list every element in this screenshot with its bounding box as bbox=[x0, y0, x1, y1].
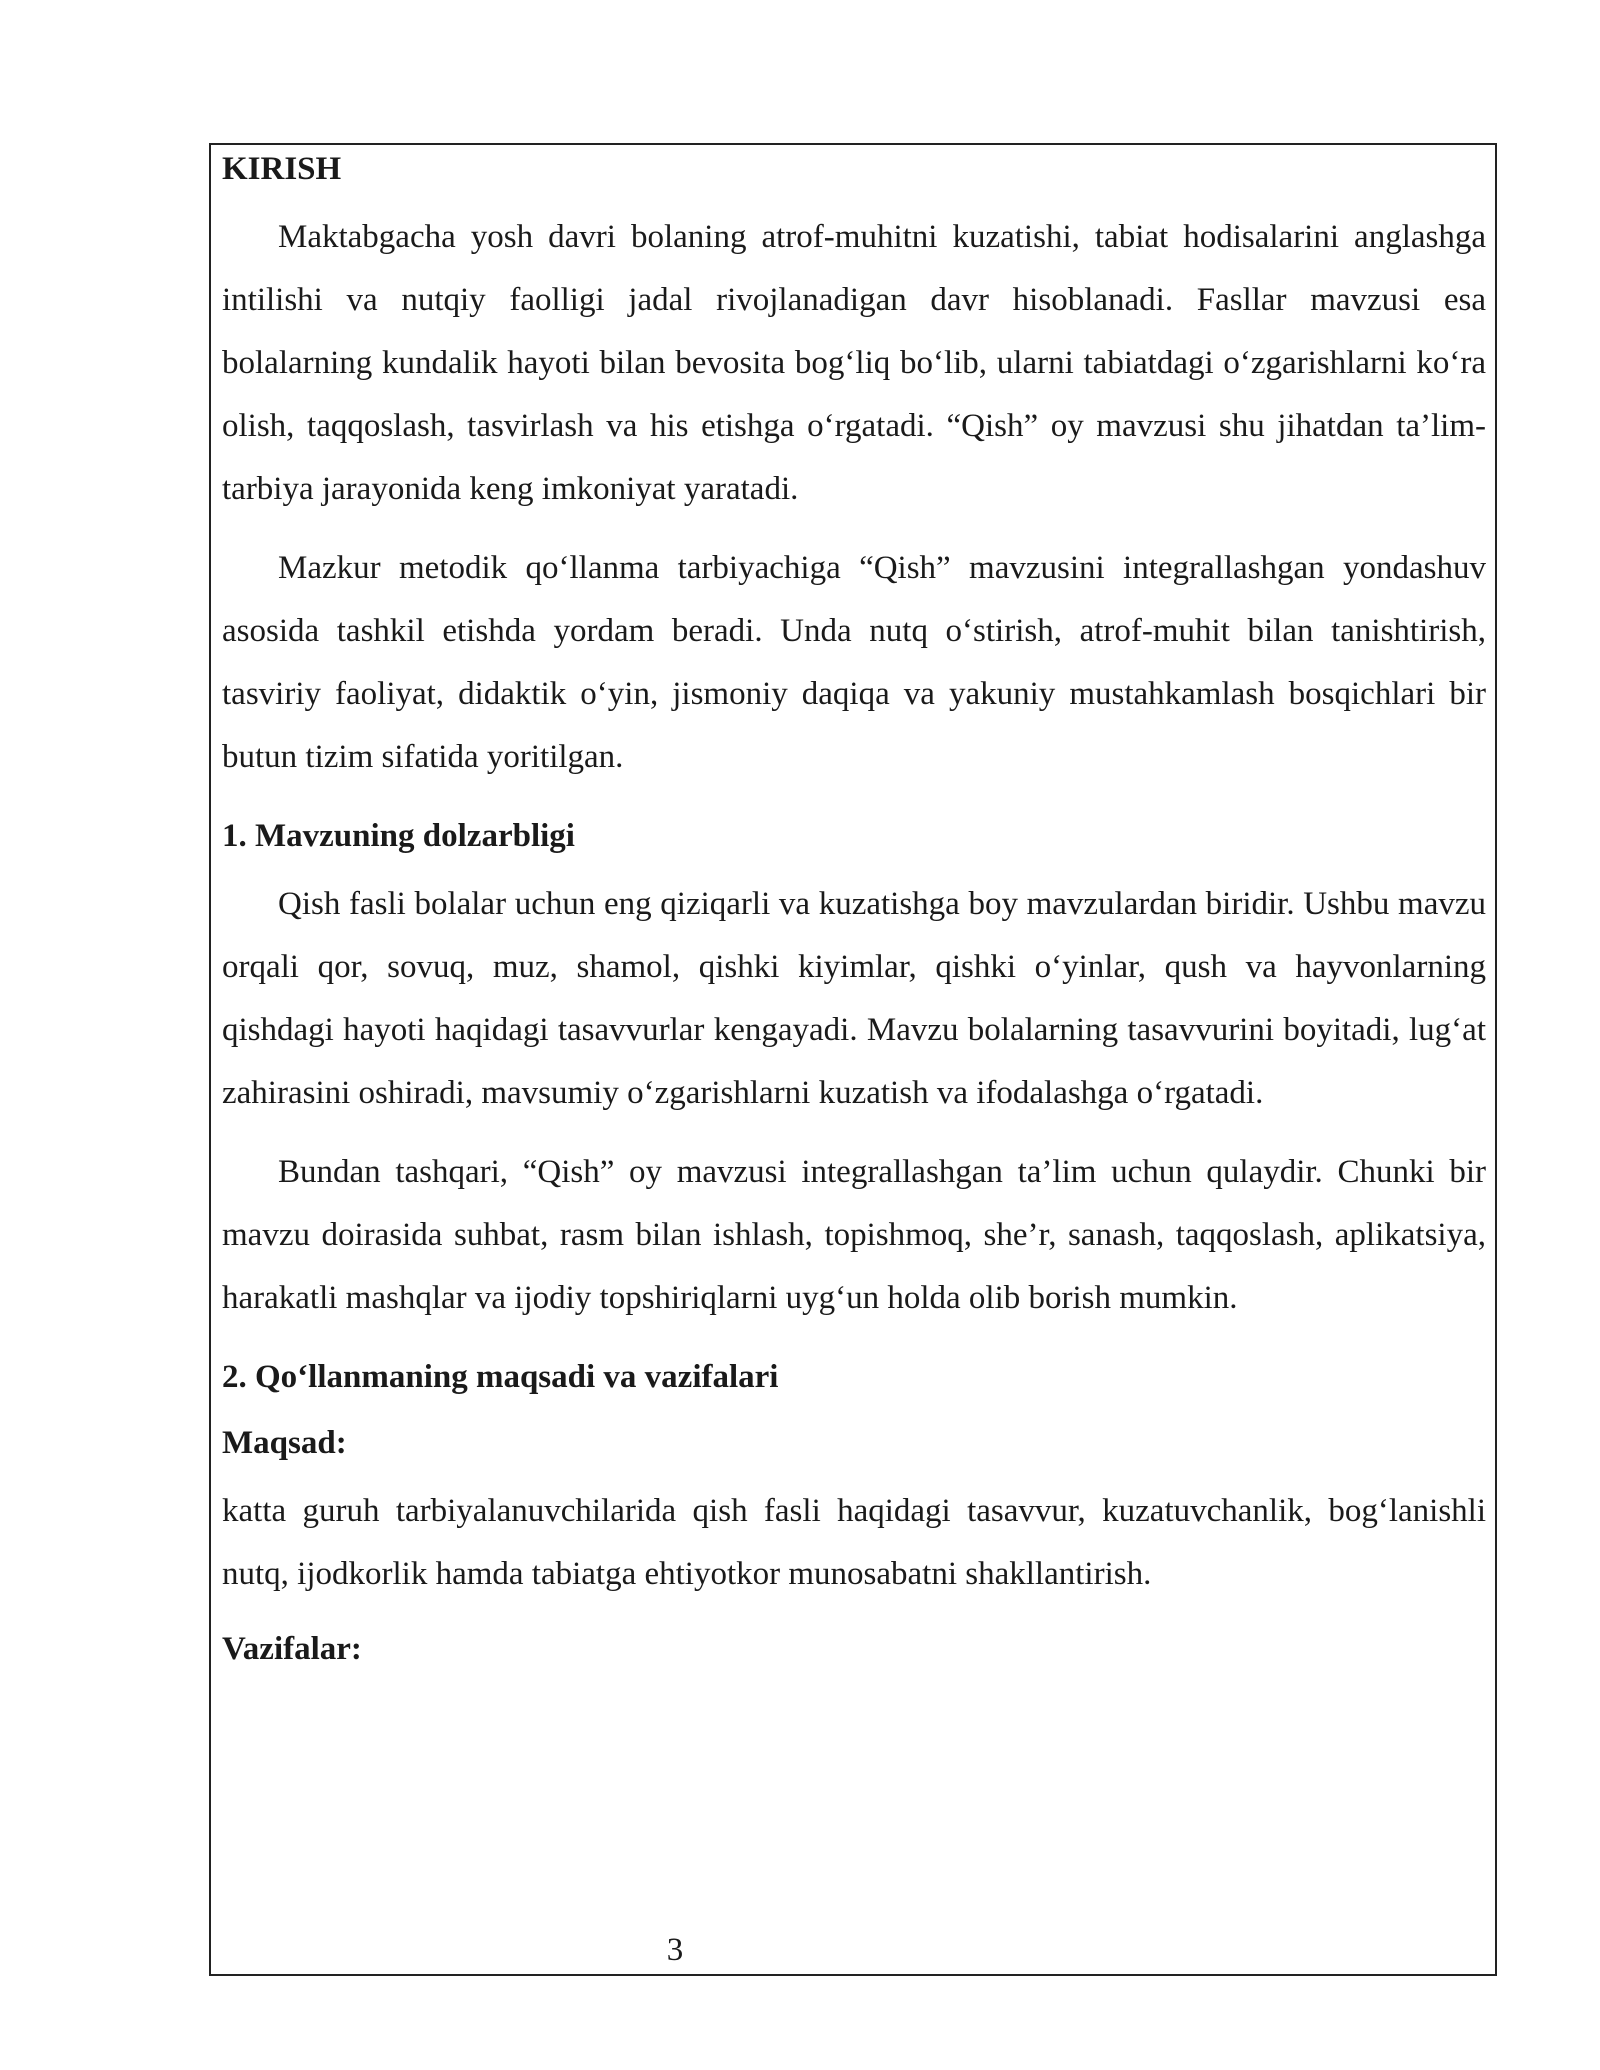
tasks-heading: Vazifalar: bbox=[222, 1631, 362, 1667]
intro-paragraph-1: Maktabgacha yosh davri bolaning atrof-muhitni kuzatishi, tabiat hodisalarini anglashga intilishi va nutqiy faolligi jadal rivojlanadigan davr hisoblanadi. Fasllar mavzusi esa bolalarning kundalik hayoti bilan bevosita bog‘liq bo‘lib, ularni tabiatdagi o‘zgarishlarni ko‘ra olish, taqqoslash, tasvirlash va his etishga o‘rgatadi. “Qish” oy mavzusi shu jihatdan ta’lim-tarbiya jarayonida keng imkoniyat yaratadi. bbox=[222, 219, 1486, 507]
goal-heading: Maqsad: bbox=[222, 1425, 347, 1461]
section2-heading: 2. Qo‘llanmaning maqsadi va vazifalari bbox=[222, 1359, 779, 1395]
section1-heading: 1. Mavzuning dolzarbligi bbox=[222, 818, 575, 854]
intro-heading: KIRISH bbox=[222, 151, 342, 187]
page-content bbox=[222, 146, 1486, 1672]
section1-paragraph-2: Bundan tashqari, “Qish” oy mavzusi integrallashgan ta’lim uchun qulaydir. Chunki bir mavzu doirasida suhbat, rasm bilan ishlash, topishmoq, she’r, sanash, taqqoslash, aplikatsiya, harakatli mashqlar va ijodiy topshiriqlarni uyg‘un holda olib borish mumkin. bbox=[222, 1154, 1486, 1316]
goal-text: katta guruh tarbiyalanuvchilarida qish fasli haqidagi tasavvur, kuzatuvchanlik, bog‘lanishli nutq, ijodkorlik hamda tabiatga ehtiyotkor munosabatni shakllantirish. bbox=[222, 1493, 1486, 1592]
page-number: 3 bbox=[666, 1932, 684, 1968]
section1-paragraph-1: Qish fasli bolalar uchun eng qiziqarli va kuzatishga boy mavzulardan biridir. Ushbu mavzu orqali qor, sovuq, muz, shamol, qishki kiyimlar, qishki o‘yinlar, qush va hayvonlarning qishdagi hayoti haqidagi tasavvurlar kengayadi. Mavzu bolalarning tasavvurini boyitadi, lug‘at zahirasini oshiradi, mavsumiy o‘zgarishlarni kuzatish va ifodalashga o‘rgatadi. bbox=[222, 886, 1486, 1111]
intro-paragraph-2: Mazkur metodik qo‘llanma tarbiyachiga “Qish” mavzusini integrallashgan yondashuv asosida tashkil etishda yordam beradi. Unda nutq o‘stirish, atrof-muhit bilan tanishtirish, tasviriy faoliyat, didaktik o‘yin, jismoniy daqiqa va yakuniy mustahkamlash bosqichlari bir butun tizim sifatida yoritilgan. bbox=[222, 550, 1486, 775]
